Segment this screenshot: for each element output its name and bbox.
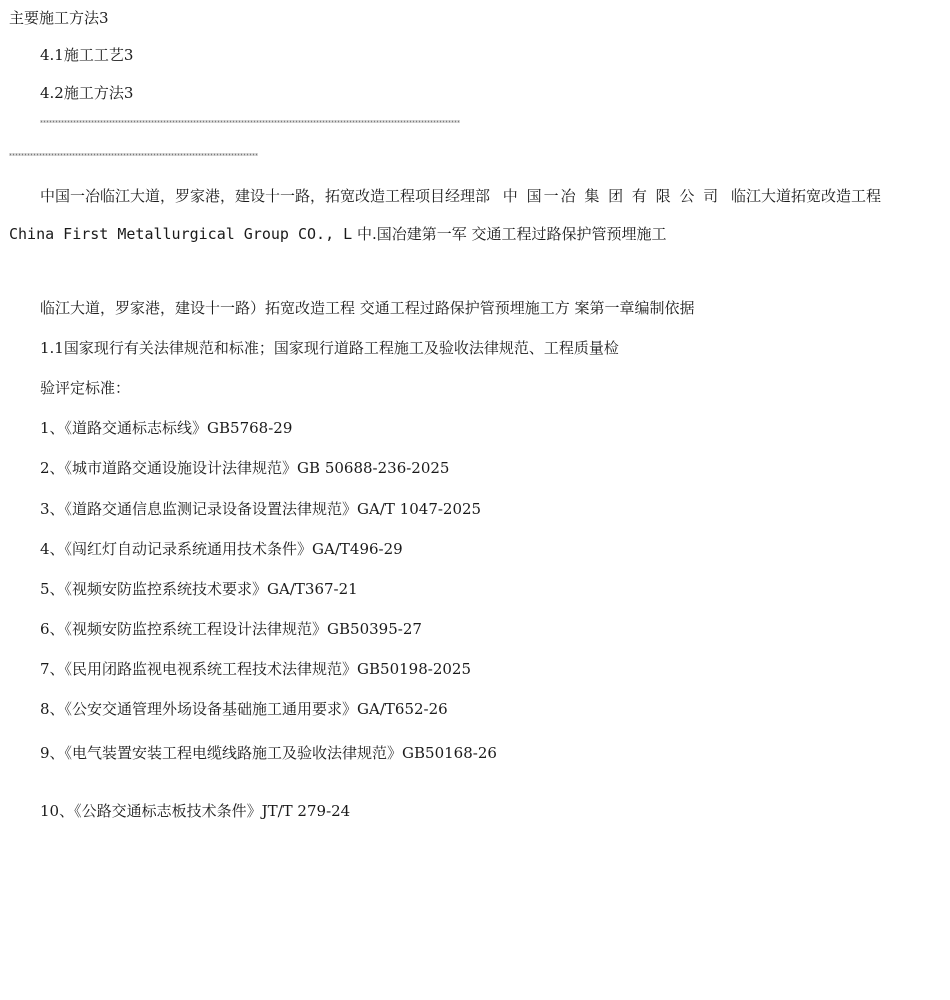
standard-item: 2、《城市道路交通设施设计法律规范》GB 50688-236-2025 xyxy=(40,459,450,477)
cover-project-name: 临江大道拓宽改造工程 xyxy=(730,187,881,205)
standard-item: 6、《视频安防监控系统工程设计法律规范》GB50395-27 xyxy=(40,620,422,638)
toc-dot-leader-line: ******************************************************************************************************************************************** xyxy=(40,120,460,127)
cover-construction-title: 中.国冶建第一军 交通工程过路保护管预埋施工 xyxy=(356,225,667,243)
standard-item: 9、《电气装置安装工程电缆线路施工及验收法律规范》GB50168-26 xyxy=(40,744,497,762)
document-title-line: 临江大道，罗家港，建设十一路）拓宽改造工程 交通工程过路保护管预埋施工方 案第一章编制依据 xyxy=(40,299,695,317)
standard-item: 4、《闯红灯自动记录系统通用技术条件》GA/T496-29 xyxy=(40,540,403,558)
toc-dot-leader-line-2: *********************************************************************************** xyxy=(9,153,258,160)
cover-company-name: 中 国一冶 集 团 有 限 公 司 xyxy=(502,187,721,205)
standard-item: 8、《公安交通管理外场设备基础施工通用要求》GA/T652-26 xyxy=(40,700,448,718)
toc-sub-entry-4-2: 4.2施工方法3 xyxy=(40,84,134,102)
cover-english-company: China First Metallurgical Group CO., L xyxy=(9,225,353,243)
standard-item: 10、《公路交通标志板技术条件》JT/T 279-24 xyxy=(40,802,351,820)
cover-project-department xyxy=(40,186,881,206)
basis-paragraph-line-2: 验评定标准： xyxy=(40,379,131,397)
basis-paragraph-line-1: 1.1国家现行有关法律规范和标准；国家现行道路工程施工及验收法律规范、工程质量检 xyxy=(40,339,619,357)
standard-item: 5、《视频安防监控系统技术要求》GA/T367-21 xyxy=(40,580,358,598)
cover-english-line xyxy=(9,224,667,244)
standard-item: 1、《道路交通标志标线》GB5768-29 xyxy=(40,419,293,437)
toc-sub-entry-4-1: 4.1施工工艺3 xyxy=(40,46,134,64)
cover-department-text: 中国一冶临江大道，罗家港，建设十一路，拓宽改造工程项目经理部 xyxy=(40,187,491,205)
standard-item: 3、《道路交通信息监测记录设备设置法律规范》GA/T 1047-2025 xyxy=(40,500,482,518)
standard-item: 7、《民用闭路监视电视系统工程技术法律规范》GB50198-2025 xyxy=(40,660,472,678)
toc-chapter-entry: 主要施工方法3 xyxy=(9,9,109,27)
